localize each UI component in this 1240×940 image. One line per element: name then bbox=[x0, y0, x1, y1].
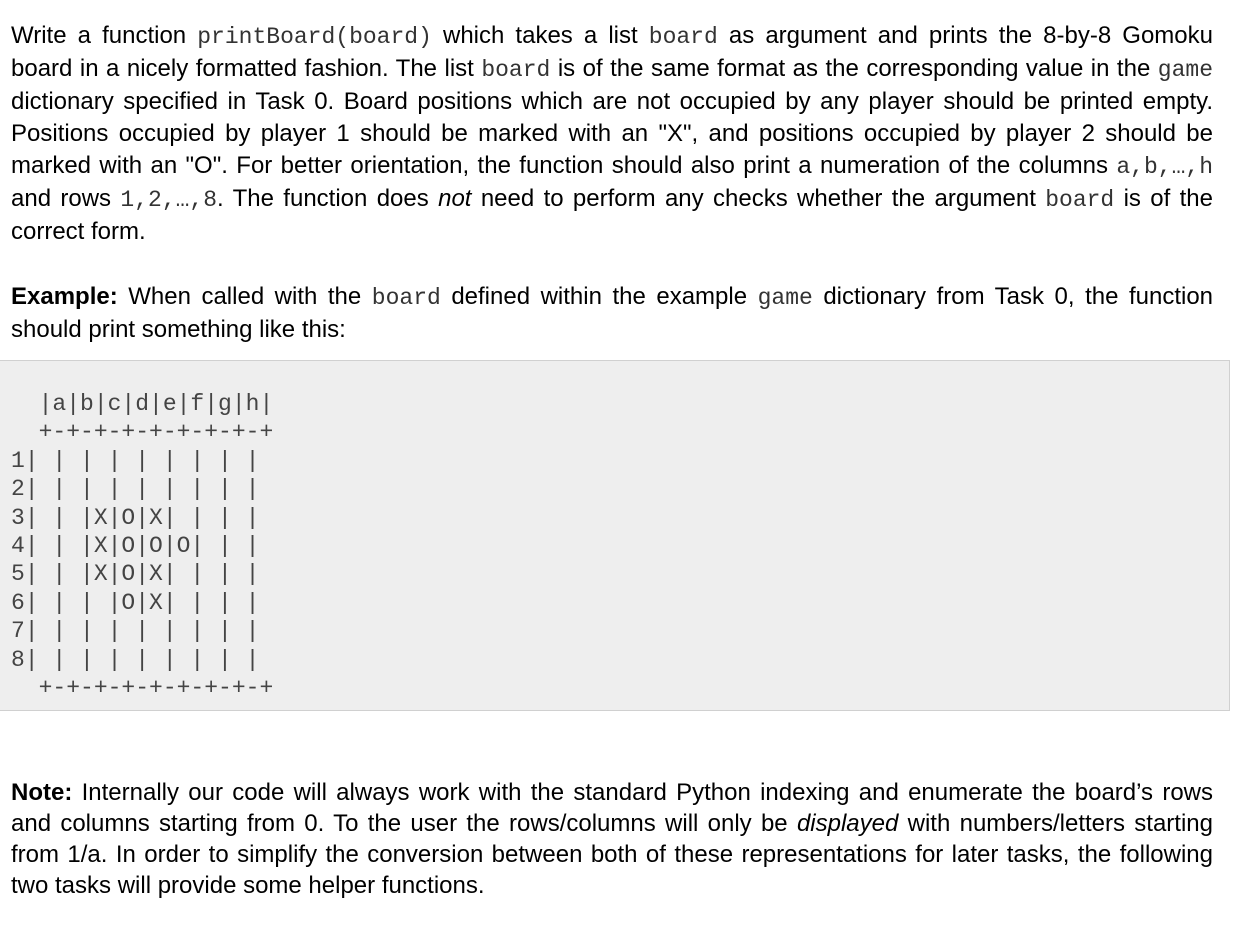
inline-code: board bbox=[648, 24, 718, 50]
inline-code: board bbox=[1045, 187, 1115, 213]
text: is of the correct form. bbox=[11, 185, 1213, 245]
text: dictionary from Task 0, the function should print something like this: bbox=[11, 283, 1214, 343]
inline-code: board bbox=[481, 57, 551, 83]
emphasis: not bbox=[438, 185, 472, 212]
text: which takes a list bbox=[431, 22, 649, 49]
text: defined within the example bbox=[440, 283, 758, 310]
inline-code: game bbox=[1157, 57, 1213, 83]
example-label: Example: bbox=[11, 283, 118, 310]
inline-code: a,b,…,h bbox=[1116, 154, 1213, 180]
example-paragraph bbox=[11, 281, 1213, 346]
board-printout: |a|b|c|d|e|f|g|h| +-+-+-+-+-+-+-+-+ 1| | | | | | | | | 2| | | | | | | | | 3| | |X|O|X| | | | 4| | |X|O|O|O| | | 5| | |X|O|X| | | | 6| | | |O|X| | | | 7| | | | | | | | | 8| | | | | | | | | +-+-+-+-+-+-+-+-+ bbox=[11, 391, 274, 702]
text: When called with the bbox=[117, 283, 372, 310]
text: dictionary specified in Task 0. Board positions which are not occupied by any player should be printed empty. Positions occupied by player 1 should be marked with an "X", and positions occupied by player 2 should be marked with an "O". For better orientation, the function should also print a numeration of the columns bbox=[11, 88, 1213, 179]
inline-code: board bbox=[371, 285, 441, 311]
text: Write a function bbox=[11, 22, 198, 49]
text: need to perform any checks whether the argument bbox=[471, 185, 1046, 212]
text: is of the same format as the corresponding value in the bbox=[550, 55, 1158, 82]
note-label: Note: bbox=[11, 779, 73, 806]
inline-code: printBoard(board) bbox=[197, 24, 432, 50]
text: Internally our code will always work with the standard Python indexing and enumerate the board’s rows and columns starting from 0. To the user the rows/columns will only be bbox=[11, 779, 1213, 837]
text: and rows bbox=[11, 185, 121, 212]
text: . The function does bbox=[217, 185, 439, 212]
task-description bbox=[11, 20, 1213, 248]
emphasis: displayed bbox=[796, 810, 899, 837]
text: as argument and prints the 8-by-8 Gomoku board in a nicely formatted fashion. The list bbox=[11, 22, 1213, 82]
note-paragraph bbox=[11, 777, 1213, 901]
inline-code: game bbox=[757, 285, 813, 311]
code-output-block bbox=[0, 360, 1230, 711]
inline-code: 1,2,…,8 bbox=[120, 187, 218, 213]
text: with numbers/letters starting from 1/a. In order to simplify the conversion between both of these representations for later tasks, the following two tasks will provide some helper functions. bbox=[11, 810, 1213, 899]
